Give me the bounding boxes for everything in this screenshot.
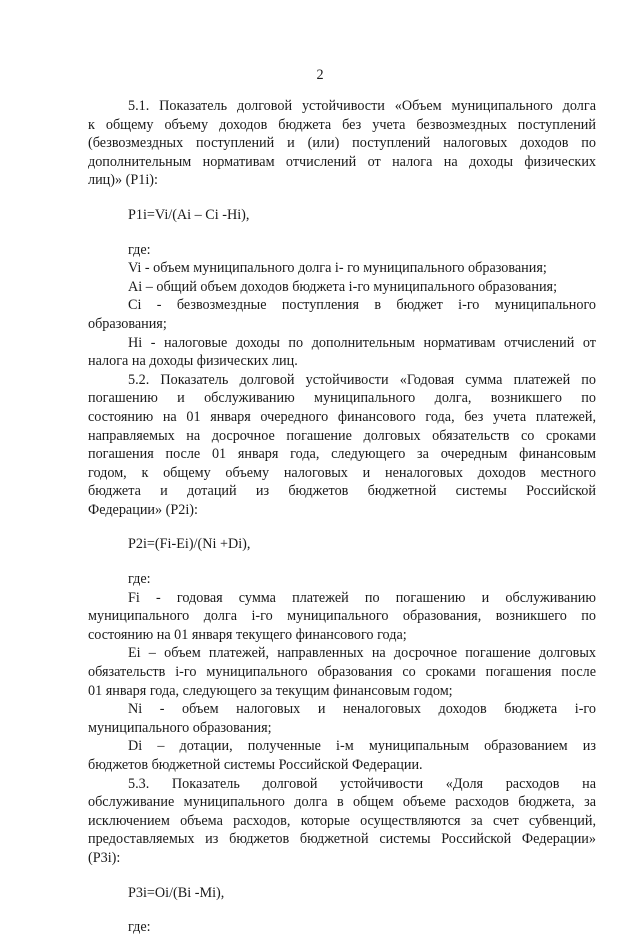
- text-line: состоянию на 01 января текущего финансового года;: [88, 626, 407, 643]
- text-line: дополнительным нормативам отчислений от налога на доходы физических: [88, 153, 596, 170]
- text-line: обязательств i-го муниципального образования со сроками погашения после: [88, 664, 596, 681]
- text-block: [88, 918, 596, 937]
- text-line: Ci - безвозмездные поступления в бюджет i-го муниципального: [128, 297, 596, 314]
- text-line: 5.2. Показатель долговой устойчивости «Годовая сумма платежей по: [128, 371, 596, 388]
- text-line: где:: [128, 919, 151, 936]
- text-block: [88, 570, 596, 868]
- page-number: 2: [316, 67, 324, 83]
- text-line: Ni - объем налоговых и неналоговых доходов бюджета i-го: [128, 701, 596, 718]
- text-line: бюджета и дотаций из бюджетов бюджетной системы Российской: [88, 483, 596, 500]
- text-line: (P3i):: [88, 849, 121, 866]
- text-line: где:: [128, 571, 151, 588]
- text-block: [88, 884, 596, 903]
- text-line: направляемых на досрочное погашение долговых обязательств со сроками: [88, 427, 596, 444]
- text-line: Di – дотации, полученные i-м муниципальным образованием из: [128, 738, 596, 755]
- text-line: P1i=Vi/(Ai – Ci -Hi),: [128, 206, 250, 223]
- text-line: лиц)» (P1i):: [88, 172, 158, 189]
- text-block: [88, 535, 596, 554]
- text-line: где:: [128, 241, 151, 258]
- text-line: 5.3. Показатель долговой устойчивости «Доля расходов на: [128, 775, 596, 792]
- text-line: состоянию на 01 января очередного финансового года, без учета платежей,: [88, 408, 596, 425]
- text-line: Hi - налоговые доходы по дополнительным нормативам отчислений от: [128, 334, 596, 351]
- text-line: Федерации» (P2i):: [88, 501, 198, 518]
- text-line: Ai – общий объем доходов бюджета i-го муниципального образования;: [128, 278, 558, 295]
- text-line: (безвозмездных поступлений и (или) поступлений налоговых доходов по: [88, 135, 596, 152]
- text-line: 5.1. Показатель долговой устойчивости «Объем муниципального долга: [128, 98, 596, 114]
- text-line: предоставляемых из бюджетов бюджетной системы Российской Федерации»: [88, 831, 596, 848]
- text-line: исключением объема расходов, которые осуществляются за счет субвенций,: [88, 812, 596, 829]
- text-line: бюджетов бюджетной системы Российской Федерации.: [88, 757, 423, 773]
- text-line: муниципального долга i-го муниципального образования, возникшего по: [88, 608, 596, 625]
- text-line: к общему объему доходов бюджета без учета безвозмездных поступлений: [88, 116, 596, 133]
- text-line: P3i=Oi/(Bi -Mi),: [128, 884, 225, 901]
- text-line: Vi - объем муниципального долга i- го муниципального образования;: [128, 260, 547, 277]
- text-block: [88, 241, 596, 520]
- text-line: Fi - годовая сумма платежей по погашению и обслуживанию: [128, 589, 596, 606]
- text-block: [88, 206, 596, 225]
- text-line: годом, к общему объему налоговых и неналоговых доходов местного: [88, 464, 596, 481]
- text-line: 01 января года, следующего за текущим финансовым годом;: [88, 682, 453, 699]
- document-body: [88, 97, 596, 937]
- text-line: Ei – объем платежей, направленных на досрочное погашение долговых: [128, 645, 596, 662]
- text-line: погашения после 01 января года, следующего за очередным финансовым: [88, 446, 596, 463]
- text-block: [88, 97, 596, 190]
- text-line: погашению и обслуживанию муниципального долга, возникшего по: [88, 390, 596, 407]
- text-line: P2i=(Fi-Ei)/(Ni +Di),: [128, 536, 251, 553]
- text-line: образования;: [88, 315, 167, 332]
- text-line: муниципального образования;: [88, 719, 272, 736]
- text-line: обслуживание муниципального долга в общем объеме расходов бюджета, за: [88, 794, 596, 811]
- text-line: налога на доходы физических лиц.: [88, 353, 298, 370]
